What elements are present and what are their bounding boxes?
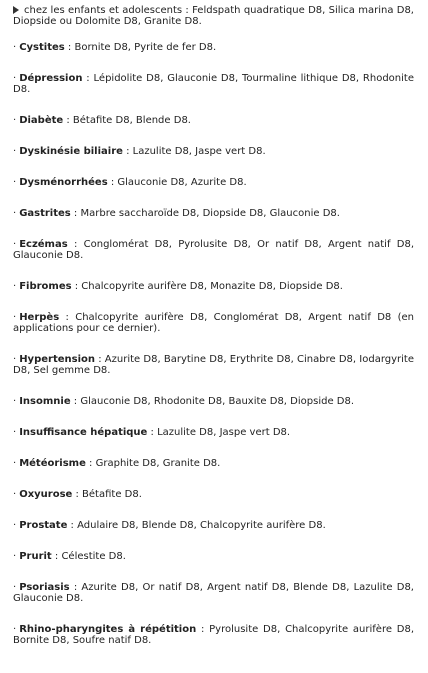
bullet-icon: ·	[13, 73, 17, 84]
condition-term: Dysménorrhées	[19, 177, 108, 188]
list-item	[13, 458, 414, 469]
remedy-text: : Chalcopyrite aurifère D8, Conglomérat D8, Argent natif D8 (en applications pour ce dernier).	[13, 312, 414, 334]
remedy-list	[13, 42, 414, 646]
bullet-icon: ·	[13, 312, 17, 323]
condition-term: Oxyurose	[19, 489, 73, 500]
remedy-text: : Glauconie D8, Azurite D8.	[107, 177, 247, 188]
list-item	[13, 146, 414, 157]
bullet-icon: ·	[13, 208, 17, 219]
triangle-right-icon	[13, 6, 19, 14]
remedy-text: : Bétafite D8, Blende D8.	[63, 115, 191, 126]
condition-term: Insuffisance hépatique	[19, 427, 148, 438]
condition-term: Herpès	[19, 312, 60, 323]
remedy-text: : Lazulite D8, Jaspe vert D8.	[147, 427, 291, 438]
condition-term: Cystites	[19, 42, 65, 53]
bullet-icon: ·	[13, 489, 17, 500]
list-item	[13, 177, 414, 188]
remedy-text: : Bornite D8, Pyrite de fer D8.	[64, 42, 217, 53]
remedy-text: : Graphite D8, Granite D8.	[85, 458, 221, 469]
condition-term: Gastrites	[19, 208, 71, 219]
bullet-icon: ·	[13, 281, 17, 292]
remedy-text: : Azurite D8, Or natif D8, Argent natif D8, Blende D8, Lazulite D8, Glauconie D8.	[13, 582, 414, 604]
condition-term: Fibromes	[19, 281, 72, 292]
condition-term: Météorisme	[19, 458, 86, 469]
condition-term: Hypertension	[19, 354, 95, 365]
remedy-text: : Azurite D8, Barytine D8, Erythrite D8, Cinabre D8, Iodargyrite D8, Sel gemme D8.	[13, 354, 414, 376]
intro-text: chez les enfants et adolescents : Feldspath quadratique D8, Silica marina D8, Diopside ou Dolomite D8, Granite D8.	[13, 5, 414, 27]
remedy-text: : Chalcopyrite aurifère D8, Monazite D8, Diopside D8.	[71, 281, 343, 292]
remedy-text: : Glauconie D8, Rhodonite D8, Bauxite D8, Diopside D8.	[70, 396, 355, 407]
remedy-text: : Pyrolusite D8, Chalcopyrite aurifère D8, Bornite D8, Soufre natif D8.	[13, 624, 414, 646]
list-item	[13, 427, 414, 438]
list-item	[13, 520, 414, 531]
remedy-text: : Marbre saccharoïde D8, Diopside D8, Glauconie D8.	[70, 208, 340, 219]
intro-paragraph	[13, 5, 414, 27]
list-item	[13, 354, 414, 376]
condition-term: Diabète	[19, 115, 64, 126]
bullet-icon: ·	[13, 396, 17, 407]
remedy-text: : Adulaire D8, Blende D8, Chalcopyrite aurifère D8.	[67, 520, 326, 531]
condition-term: Rhino-pharyngites à répétition	[19, 624, 197, 635]
list-item	[13, 281, 414, 292]
condition-term: Prostate	[19, 520, 68, 531]
bullet-icon: ·	[13, 624, 17, 635]
bullet-icon: ·	[13, 146, 17, 157]
remedy-text: : Lazulite D8, Jaspe vert D8.	[122, 146, 266, 157]
list-item	[13, 73, 414, 95]
list-item	[13, 489, 414, 500]
condition-term: Dépression	[19, 73, 83, 84]
condition-term: Psoriasis	[19, 582, 70, 593]
remedy-text: : Conglomérat D8, Pyrolusite D8, Or natif D8, Argent natif D8, Glauconie D8.	[13, 239, 414, 261]
list-item	[13, 115, 414, 126]
list-item	[13, 582, 414, 604]
condition-term: Eczémas	[19, 239, 68, 250]
bullet-icon: ·	[13, 520, 17, 531]
list-item	[13, 551, 414, 562]
bullet-icon: ·	[13, 177, 17, 188]
bullet-icon: ·	[13, 551, 17, 562]
list-item	[13, 396, 414, 407]
list-item	[13, 42, 414, 53]
condition-term: Insomnie	[19, 396, 71, 407]
bullet-icon: ·	[13, 354, 17, 365]
condition-term: Prurit	[19, 551, 52, 562]
bullet-icon: ·	[13, 458, 17, 469]
list-item	[13, 624, 414, 646]
condition-term: Dyskinésie biliaire	[19, 146, 123, 157]
bullet-icon: ·	[13, 427, 17, 438]
list-item	[13, 239, 414, 261]
bullet-icon: ·	[13, 42, 17, 53]
bullet-icon: ·	[13, 239, 17, 250]
list-item	[13, 312, 414, 334]
remedy-text: : Bétafite D8.	[72, 489, 142, 500]
list-item	[13, 208, 414, 219]
bullet-icon: ·	[13, 115, 17, 126]
remedy-text: : Célestite D8.	[51, 551, 126, 562]
remedy-text: : Lépidolite D8, Glauconie D8, Tourmaline lithique D8, Rhodonite D8.	[13, 73, 414, 95]
bullet-icon: ·	[13, 582, 17, 593]
